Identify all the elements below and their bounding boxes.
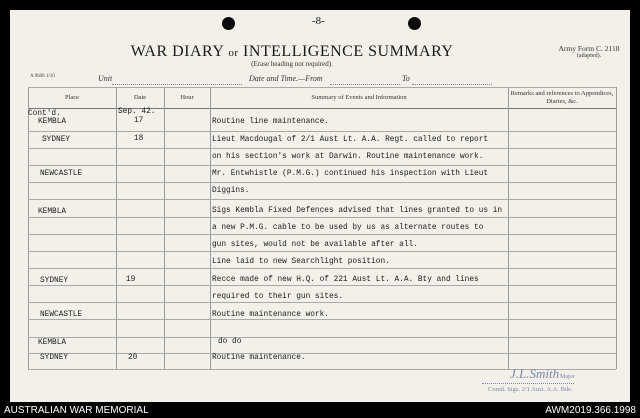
column-rule — [164, 87, 165, 369]
row-rule — [28, 337, 616, 338]
row-rule — [28, 199, 616, 200]
col-header-summary: Summary of Events and Information — [311, 94, 407, 101]
entry-text: a new P.M.G. cable to be used by us as alternate routes to — [212, 224, 484, 232]
row-rule — [28, 353, 616, 354]
signature-rank: Major — [560, 374, 575, 380]
row-rule — [28, 165, 616, 166]
entry-date: 20 — [128, 354, 138, 362]
entry-text: Routine maintenance. — [212, 354, 306, 362]
row-rule — [28, 285, 616, 286]
entry-text: Routine maintenance work. — [212, 311, 329, 319]
entry-text: on his section's work at Darwin. Routine maintenance work. — [212, 153, 484, 161]
footer-accession: AWM2019.366.1998 — [545, 405, 636, 416]
col-header-date: Date — [133, 94, 147, 101]
entry-text: Sigs Kembla Fixed Defences advised that lines granted to us in — [212, 207, 503, 215]
signature-line — [482, 383, 574, 384]
entry-place: SYDNEY — [40, 277, 69, 285]
title-intelligence-summary: INTELLIGENCE SUMMARY — [242, 43, 454, 60]
diary-table — [28, 87, 616, 369]
entry-text: Routine line maintenance. — [212, 118, 329, 126]
month-year: Sep. 42. — [118, 108, 156, 116]
form-title — [0, 43, 584, 61]
column-rule — [210, 87, 211, 369]
entry-date: 18 — [134, 135, 144, 143]
entry-place: KEMBLA — [38, 339, 67, 347]
contd-note: Cont'd. — [28, 110, 61, 118]
army-form-adapted: (adapted). — [576, 53, 602, 59]
entry-place: NEWCASTLE — [40, 170, 83, 178]
col-header-remarks: Remarks and references to Appendices, Diaries, &c. — [510, 90, 614, 105]
row-rule — [28, 268, 616, 269]
entry-place: KEMBLA — [38, 208, 67, 216]
footer-institution: AUSTRALIAN WAR MEMORIAL — [4, 405, 149, 416]
col-header-place: Place — [64, 94, 80, 101]
entry-place: SYDNEY — [42, 136, 71, 144]
row-rule — [28, 251, 616, 252]
column-rule — [616, 87, 617, 369]
title-or: or — [228, 47, 239, 59]
print-reference: A 9608 1/10 — [30, 74, 55, 79]
column-rule — [508, 87, 509, 369]
entry-place: SYDNEY — [40, 354, 69, 362]
entry-date: 19 — [126, 276, 136, 284]
column-rule — [116, 87, 117, 369]
entry-text: required to their gun sites. — [212, 293, 344, 301]
date-to-line — [412, 84, 492, 85]
entry-text: Mr. Entwhistle (P.M.G.) continued his inspection with Lieut — [212, 170, 489, 178]
punch-hole — [222, 17, 235, 30]
date-to-label: To — [402, 74, 410, 83]
entry-text: Diggins. — [212, 187, 250, 195]
entry-date: 17 — [134, 117, 144, 125]
row-rule — [28, 217, 616, 218]
row-rule — [28, 182, 616, 183]
entry-text: do do — [218, 338, 242, 346]
column-rule — [28, 87, 29, 369]
row-rule — [28, 148, 616, 149]
unit-line — [112, 84, 242, 85]
entry-text: Lieut Macdougal of 2/1 Aust Lt. A.A. Regt. called to report — [212, 136, 489, 144]
army-form-label — [556, 44, 622, 59]
unit-label: Unit — [98, 74, 113, 83]
entry-text: Line laid to new Searchlight position. — [212, 258, 390, 266]
date-from-line — [330, 84, 400, 85]
title-war-diary: WAR DIARY — [130, 43, 224, 60]
entry-place: KEMBLA — [38, 118, 67, 126]
date-time-from-label: Date and Time.—From — [249, 74, 323, 83]
entry-text: Recce made of new H.Q. of 221 Aust Lt. A.A. Bty and lines — [212, 276, 479, 284]
signature: J.L.Smith — [510, 366, 560, 381]
entry-text: gun sites, would not be available after all. — [212, 241, 418, 249]
row-rule — [28, 302, 616, 303]
col-header-hour: Hour — [180, 94, 194, 101]
row-rule — [28, 319, 616, 320]
page-number: -8- — [312, 15, 325, 27]
army-form-number: Army Form C. 2118 — [558, 44, 620, 53]
row-rule — [28, 234, 616, 235]
entry-place: NEWCASTLE — [40, 311, 83, 319]
punch-hole — [408, 17, 421, 30]
form-subtitle: (Erase heading not required). — [251, 60, 333, 68]
row-rule — [28, 131, 616, 132]
signature-stamp: Comd. Sigs. 2/1 Aust. A.A. Bde. — [488, 386, 573, 393]
